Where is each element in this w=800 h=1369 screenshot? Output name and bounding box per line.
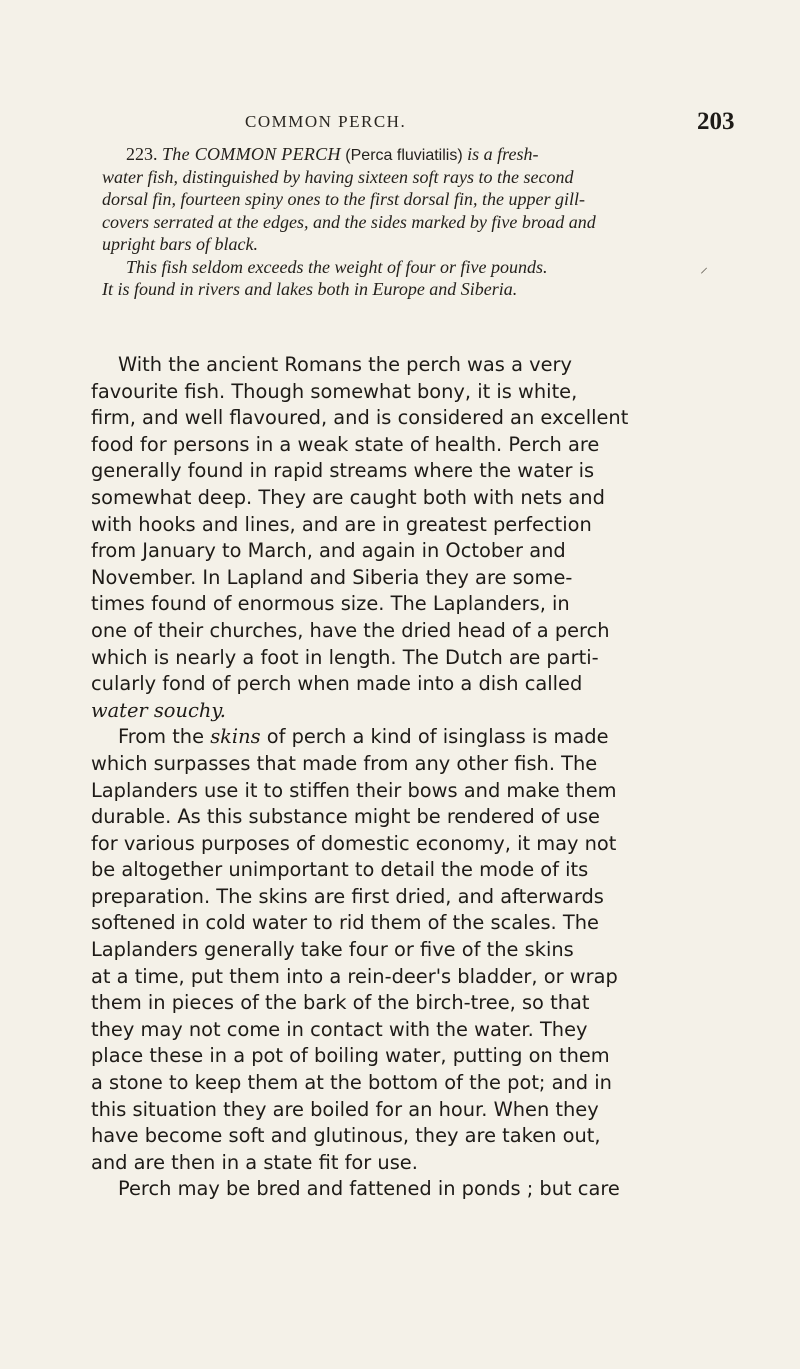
body-line: generally found in rapid streams where the water is xyxy=(91,459,595,483)
page-header xyxy=(0,108,800,138)
body-line: one of their churches, have the dried head of a perch xyxy=(91,618,610,642)
summary-line: covers serrated at the edges, and the sides marked by five broad and xyxy=(102,211,596,232)
body-line: with hooks and lines, and are in greatest perfection xyxy=(91,512,592,536)
body-line: at a time, put them into a rein-deer's bladder, or wrap xyxy=(91,964,618,988)
page-number: 203 xyxy=(697,108,735,135)
body-fragment: From the xyxy=(118,725,211,749)
body-line: Perch may be bred and fattened in ponds ; but care xyxy=(118,1177,620,1201)
section-number: 223. xyxy=(126,144,158,164)
running-head: COMMON PERCH. xyxy=(245,112,407,131)
body-line: be altogether unimportant to detail the mode of its xyxy=(91,858,589,882)
body-fragment: of perch a kind of isinglass is made xyxy=(260,725,609,749)
body-text xyxy=(91,352,691,1203)
section-summary xyxy=(102,143,702,301)
body-line: food for persons in a weak state of health. Perch are xyxy=(91,432,600,456)
body-line: softened in cold water to rid them of the scales. The xyxy=(91,911,599,935)
body-line: place these in a pot of boiling water, putting on them xyxy=(91,1044,610,1068)
body-line xyxy=(91,724,691,751)
body-line: from January to March, and again in October and xyxy=(91,539,566,563)
italic-term: water souchy. xyxy=(91,698,226,722)
body-line: they may not come in contact with the water. They xyxy=(91,1017,588,1041)
body-line: a stone to keep them at the bottom of the pot; and in xyxy=(91,1071,612,1095)
body-line: With the ancient Romans the perch was a very xyxy=(118,353,572,376)
body-line: favourite fish. Though somewhat bony, it is white, xyxy=(91,379,578,403)
body-line: firm, and well flavoured, and is considered an excellent xyxy=(91,406,629,430)
body-line: somewhat deep. They are caught both with nets and xyxy=(91,485,605,509)
body-line: this situation they are boiled for an hour. When they xyxy=(91,1097,599,1121)
body-line: for various purposes of domestic economy, it may not xyxy=(91,831,617,855)
summary-text: is a fresh- xyxy=(467,144,539,164)
body-line: Laplanders use it to stiffen their bows and make them xyxy=(91,778,617,802)
summary-line: upright bars of black. xyxy=(102,234,258,254)
section-title: The COMMON PERCH xyxy=(162,144,341,164)
body-line: which surpasses that made from any other fish. The xyxy=(91,751,598,775)
body-line: which is nearly a foot in length. The Dutch are parti- xyxy=(91,645,599,669)
body-line: times found of enormous size. The Laplanders, in xyxy=(91,592,570,616)
summary-line: This fish seldom exceeds the weight of four or five pounds. xyxy=(126,256,548,277)
body-line: durable. As this substance might be rendered of use xyxy=(91,805,600,829)
summary-line: It is found in rivers and lakes both in Europe and Siberia. xyxy=(102,279,518,299)
body-line: November. In Lapland and Siberia they are some- xyxy=(91,565,573,589)
italic-term: skins xyxy=(210,725,261,749)
body-line: and are then in a state fit for use. xyxy=(91,1150,418,1174)
latin-name: (Perca fluviatilis) xyxy=(345,147,463,164)
body-line: Laplanders generally take four or five of the skins xyxy=(91,938,574,962)
body-line: have become soft and glutinous, they are taken out, xyxy=(91,1124,601,1148)
summary-line xyxy=(102,143,702,166)
body-line: cularly fond of perch when made into a dish called xyxy=(91,672,583,696)
page-mark: ⸍ xyxy=(700,266,709,283)
summary-line: dorsal fin, fourteen spiny ones to the first dorsal fin, the upper gill- xyxy=(102,189,585,209)
body-line: them in pieces of the bark of the birch-tree, so that xyxy=(91,991,590,1015)
body-line: preparation. The skins are first dried, and afterwards xyxy=(91,884,604,908)
summary-line: water fish, distinguished by having sixteen soft rays to the second xyxy=(102,166,574,187)
body-line xyxy=(91,698,691,725)
